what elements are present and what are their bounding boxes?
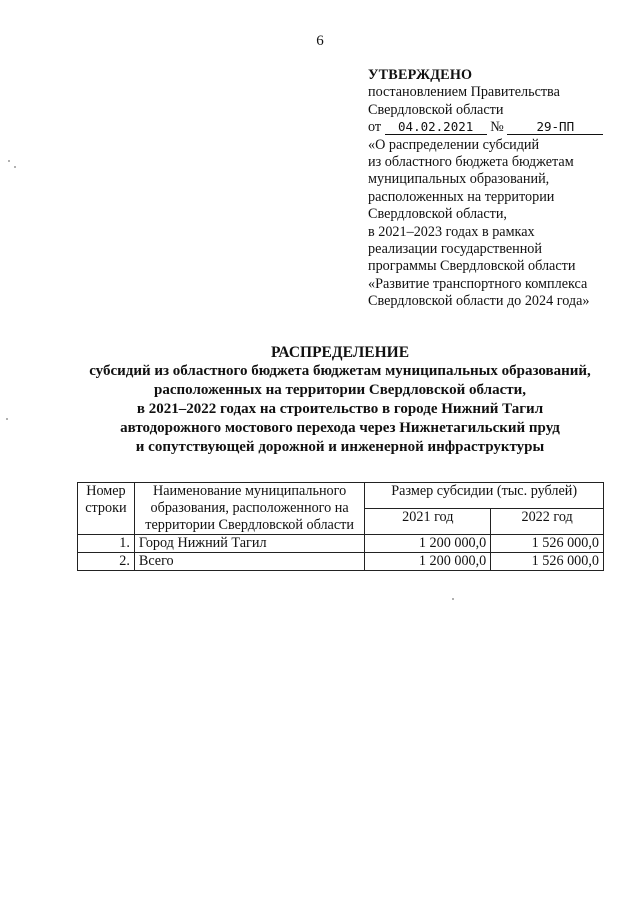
scan-speck	[8, 160, 10, 162]
row-amount-2021: 1 200 000,0	[365, 535, 491, 553]
heading-line: автодорожного мостового перехода через Нижнетагильский пруд	[120, 420, 560, 436]
table-header-row	[78, 483, 604, 509]
table-row	[78, 535, 604, 553]
approval-date: 04.02.2021	[385, 120, 487, 135]
number-label: №	[490, 119, 504, 136]
header-row-number: Номер строки	[78, 483, 135, 535]
resolution-title-line: программы Свердловской области	[368, 258, 576, 275]
approval-date-line	[368, 119, 628, 136]
resolution-title-line: «Развитие транспортного комплекса	[368, 275, 588, 292]
from-label: от	[368, 119, 382, 136]
header-subsidy-amount: Размер субсидии (тыс. рублей)	[365, 483, 604, 509]
resolution-title-line: из областного бюджета бюджетам	[368, 154, 574, 171]
heading-title: РАСПРЕДЕЛЕНИЕ	[270, 344, 410, 361]
row-amount-2021: 1 200 000,0	[365, 553, 491, 571]
row-number: 1.	[78, 535, 135, 553]
scan-speck	[452, 598, 454, 600]
subsidy-table	[77, 482, 604, 571]
resolution-title-line: Свердловской области,	[368, 206, 507, 223]
resolution-title-line: реализации государственной	[368, 241, 542, 258]
approval-line-1: постановлением Правительства	[368, 84, 560, 101]
resolution-title-line: Свердловской области до 2024 года»	[368, 293, 590, 310]
row-municipality: Всего	[134, 553, 365, 571]
heading-line: и сопутствующей дорожной и инженерной инфраструктуры	[135, 439, 545, 455]
row-amount-2022: 1 526 000,0	[491, 535, 604, 553]
resolution-title-line: в 2021–2023 годах в рамках	[368, 223, 535, 240]
heading-line: в 2021–2022 годах на строительство в городе Нижний Тагил	[136, 401, 544, 417]
row-number: 2.	[78, 553, 135, 571]
approval-block	[368, 67, 628, 311]
resolution-title-line: «О распределении субсидий	[368, 136, 540, 153]
approval-number: 29-ПП	[507, 120, 603, 135]
approved-label: УТВЕРЖДЕНО	[368, 67, 473, 83]
row-municipality: Город Нижний Тагил	[134, 535, 365, 553]
resolution-title-line: расположенных на территории	[368, 188, 555, 205]
table-row	[78, 553, 604, 571]
page-number: 6	[316, 33, 324, 49]
header-2021: 2021 год	[365, 509, 491, 535]
header-2022: 2022 год	[491, 509, 604, 535]
document-heading	[40, 343, 640, 457]
heading-line: расположенных на территории Свердловской области,	[154, 382, 526, 398]
scan-speck	[6, 418, 8, 420]
header-municipality: Наименование муниципального образования, расположенного на территории Свердловской области	[134, 483, 365, 535]
heading-line: субсидий из областного бюджета бюджетам муниципальных образований,	[89, 363, 591, 379]
approval-line-2: Свердловской области	[368, 101, 504, 118]
resolution-title-line: муниципальных образований,	[368, 171, 550, 188]
row-amount-2022: 1 526 000,0	[491, 553, 604, 571]
scan-speck	[14, 166, 16, 168]
